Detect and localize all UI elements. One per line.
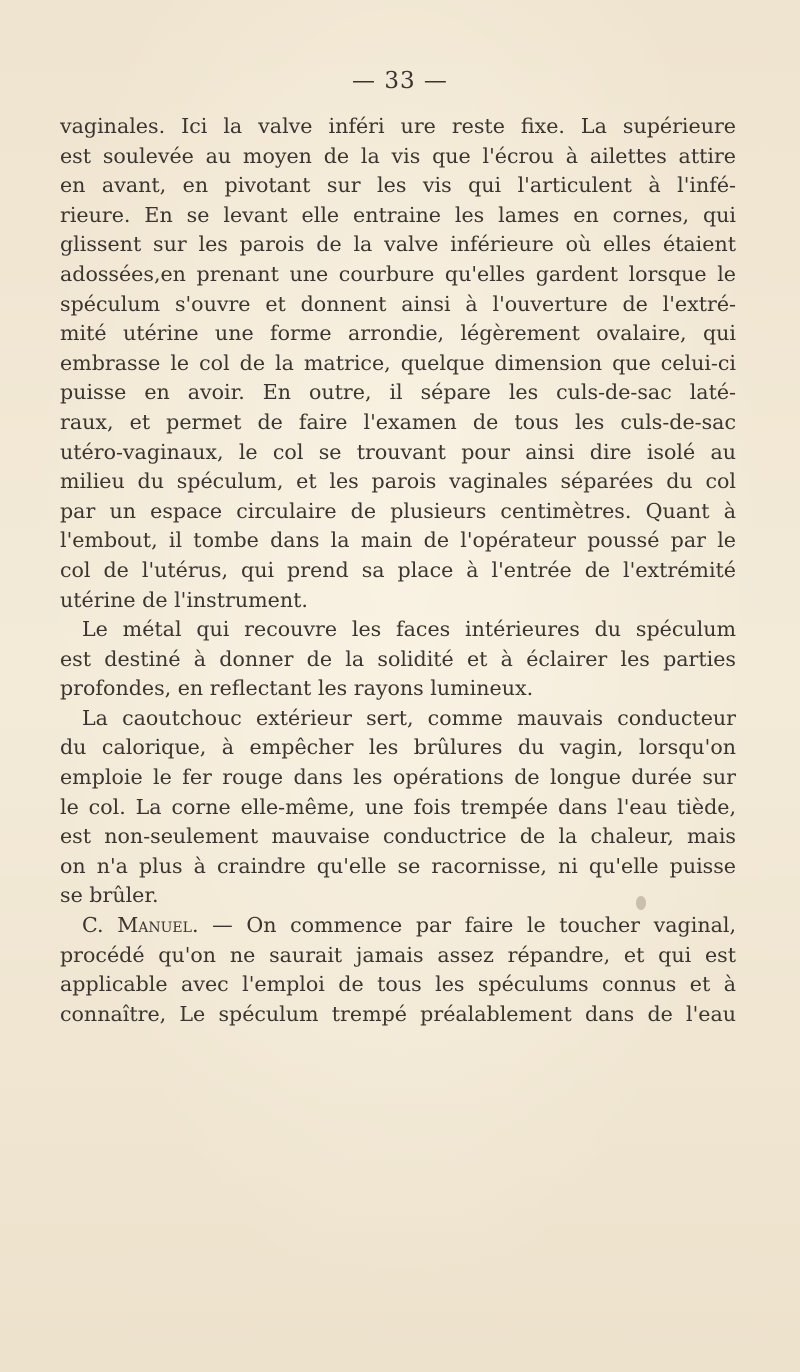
text-line: procédé qu'on ne saurait jamais assez répandre, et qui est (60, 942, 736, 967)
section-c-title: Manuel. (117, 913, 199, 938)
text-line: le col. La corne elle-même, une fois trempée dans l'eau tiède, (60, 794, 736, 819)
text-line: Le métal qui recouvre les faces intérieures du spéculum (82, 617, 736, 642)
text-line: utéro-vaginaux, le col se trouvant pour ainsi dire isolé au (60, 439, 736, 464)
text-line: est destiné à donner de la solidité et à éclairer les parties (60, 646, 736, 671)
text-line: puisse en avoir. En outre, il sépare les culs-de-sac laté- (60, 380, 736, 405)
text-line: on n'a plus à craindre qu'elle se racornisse, ni qu'elle puisse (60, 853, 736, 878)
text-line: milieu du spéculum, et les parois vaginales séparées du col (60, 469, 736, 494)
text-line: emploie le fer rouge dans les opérations de longue durée sur (60, 765, 736, 790)
text-line: glissent sur les parois de la valve inférieure où elles étaient (60, 232, 736, 257)
text-line: mité utérine une forme arrondie, légèrement ovalaire, qui (60, 321, 736, 346)
text-line: du calorique, à empêcher les brûlures du vagin, lorsqu'on (60, 735, 736, 760)
body-text (60, 112, 736, 1029)
text-line: est non-seulement mauvaise conductrice de la chaleur, mais (60, 824, 736, 849)
text-line: l'embout, il tombe dans la main de l'opérateur poussé par le (60, 528, 736, 553)
section-c-heading-line (60, 911, 736, 941)
text-line: se brûler. (60, 883, 159, 908)
text-line: spéculum s'ouvre et donnent ainsi à l'ouverture de l'extré- (60, 291, 736, 316)
text-line: en avant, en pivotant sur les vis qui l'articulent à l'infé- (60, 173, 736, 198)
text-line: col de l'utérus, qui prend sa place à l'entrée de l'extrémité (60, 557, 736, 582)
section-c-label: C. (82, 913, 104, 938)
text-line: connaître, Le spéculum trempé préalablement dans de l'eau (60, 1001, 736, 1026)
text-line: utérine de l'instrument. (60, 587, 308, 612)
text-line: rieure. En se levant elle entraine les lames en cornes, qui (60, 202, 736, 227)
text-line: profondes, en reflectant les rayons lumineux. (60, 676, 534, 701)
text-line: applicable avec l'emploi de tous les spéculums connus et à (60, 972, 736, 997)
text-line: raux, et permet de faire l'examen de tous les culs-de-sac (60, 409, 736, 434)
section-c-first-line: On commence par faire le toucher vaginal, (246, 913, 736, 938)
page-number: — 33 — (352, 68, 448, 94)
ink-stain (636, 896, 646, 910)
text-line: par un espace circulaire de plusieurs centimètres. Quant à (60, 498, 736, 523)
text-line: adossées,en prenant une courbure qu'elles gardent lorsque le (60, 261, 736, 286)
text-line: vaginales. Ici la valve inféri ure reste fixe. La supérieure (60, 114, 736, 138)
text-line: est soulevée au moyen de la vis que l'écrou à ailettes attire (60, 143, 736, 168)
section-c-dash: — (198, 913, 247, 938)
text-line: embrasse le col de la matrice, quelque dimension que celui-ci (60, 350, 736, 375)
text-line: La caoutchouc extérieur sert, comme mauvais conducteur (82, 705, 736, 730)
